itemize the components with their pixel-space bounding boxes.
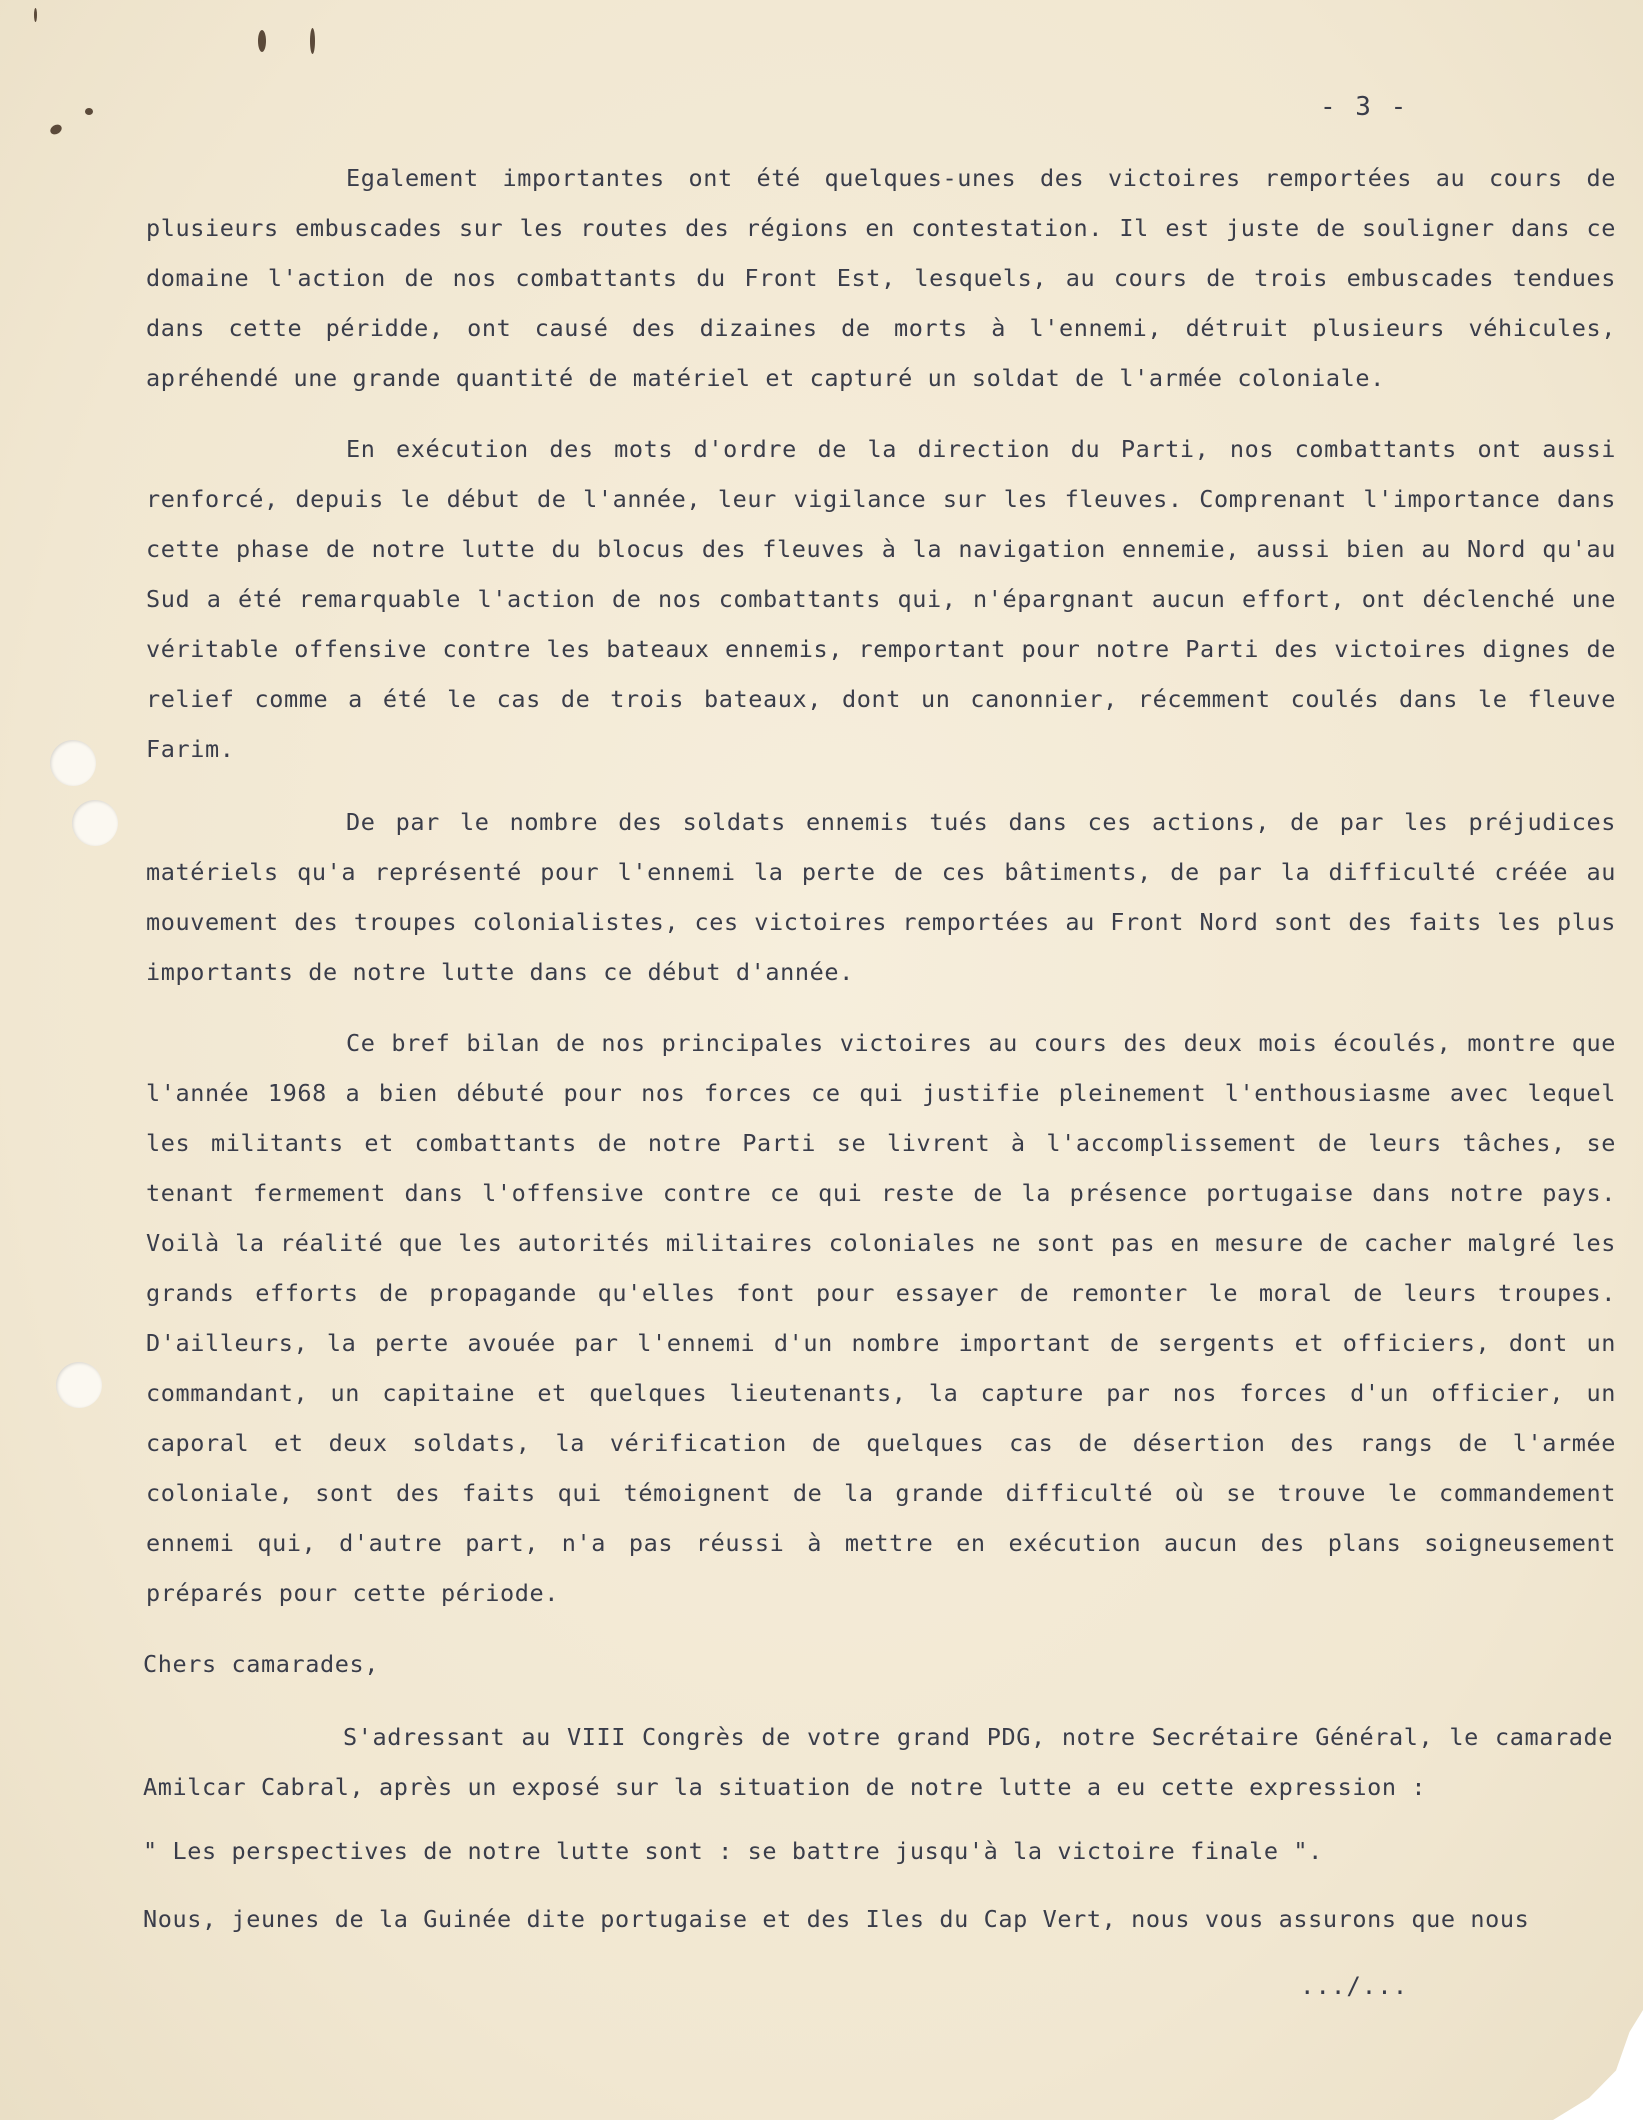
paragraph-1: Egalement importantes ont été quelques-unes des victoires remportées au cours de plusieurs embuscades sur les routes des régions en contestation. Il est juste de souligner dans ce domaine l'action de nos combattants du Front Est, lesquels, au cours de trois embuscades tendues dans cette péridde, ont causé des dizaines de morts à l'ennemi, détruit plusieurs véhicules, apréhendé une grande quantité de matériel et capturé un soldat de l'armée coloniale.: [146, 164, 1616, 392]
ink-speck: [258, 30, 266, 52]
continuation-mark: .../...: [1300, 1972, 1409, 2000]
punch-hole: [50, 740, 96, 786]
paragraph-2: En exécution des mots d'ordre de la direction du Parti, nos combattants ont aussi renforcé, depuis le début de l'année, leur vigilance sur les fleuves. Comprenant l'importance dans cette phase de notre lutte du blocus des fleuves à la navigation ennemie, aussi bien au Nord qu'au Sud a été remarquable l'action de nos combattants qui, n'épargnant aucun effort, ont déclenché une véritable offensive contre les bateaux ennemis, remportant pour notre Parti des victoires dignes de relief comme a été le cas de trois bateaux, dont un canonnier, récemment coulés dans le fleuve Farim.: [146, 435, 1616, 763]
page-number: - 3 -: [1320, 92, 1409, 122]
ink-speck: [85, 108, 93, 115]
ink-speck: [310, 28, 315, 54]
paragraph-5: S'adressant au VIII Congrès de votre grand PDG, notre Secrétaire Général, le camarade Amilcar Cabral, après un exposé sur la situation de notre lutte a eu cette expression :: [143, 1723, 1613, 1801]
punch-hole: [72, 800, 118, 846]
paragraph-4: Ce bref bilan de nos principales victoires au cours des deux mois écoulés, montre que l'année 1968 a bien débuté pour nos forces ce qui justifie pleinement l'enthousiasme avec lequel les militants et combattants de notre Parti se livrent à l'accomplissement de leurs tâches, se tenant fermement dans l'offensive contre ce qui reste de la présence portugaise dans notre pays. Voilà la réalité que les autorités militaires coloniales ne sont pas en mesure de cacher malgré les grands efforts de propagande qu'elles font pour essayer de remonter le moral de leurs troupes. D'ailleurs, la perte avouée par l'ennemi d'un nombre important de sergents et officiers, dont un commandant, un capitaine et quelques lieutenants, la capture par nos forces d'un officier, un caporal et deux soldats, la vérification de quelques cas de désertion des rangs de l'armée coloniale, sont des faits qui témoignent de la grande difficulté où se trouve le commandement ennemi qui, d'autre part, n'a pas réussi à mettre en exécution aucun des plans soigneusement préparés pour cette période.: [146, 1029, 1616, 1607]
quote-line: " Les perspectives de notre lutte sont : se battre jusqu'à la victoire finale ".: [143, 1837, 1323, 1865]
ink-speck: [49, 123, 64, 137]
paragraph-3: De par le nombre des soldats ennemis tués dans ces actions, de par les préjudices matériels qu'a représenté pour l'ennemi la perte de ces bâtiments, de par la difficulté créée au mouvement des troupes colonialistes, ces victoires remportées au Front Nord sont des faits les plus importants de notre lutte dans ce début d'année.: [146, 808, 1616, 986]
closing-line: Nous, jeunes de la Guinée dite portugaise et des Iles du Cap Vert, nous vous assurons que nous: [143, 1905, 1530, 1933]
ink-speck: [34, 8, 37, 22]
salutation: Chers camarades,: [143, 1650, 379, 1678]
punch-hole: [56, 1362, 102, 1408]
torn-corner: [1553, 2010, 1643, 2120]
